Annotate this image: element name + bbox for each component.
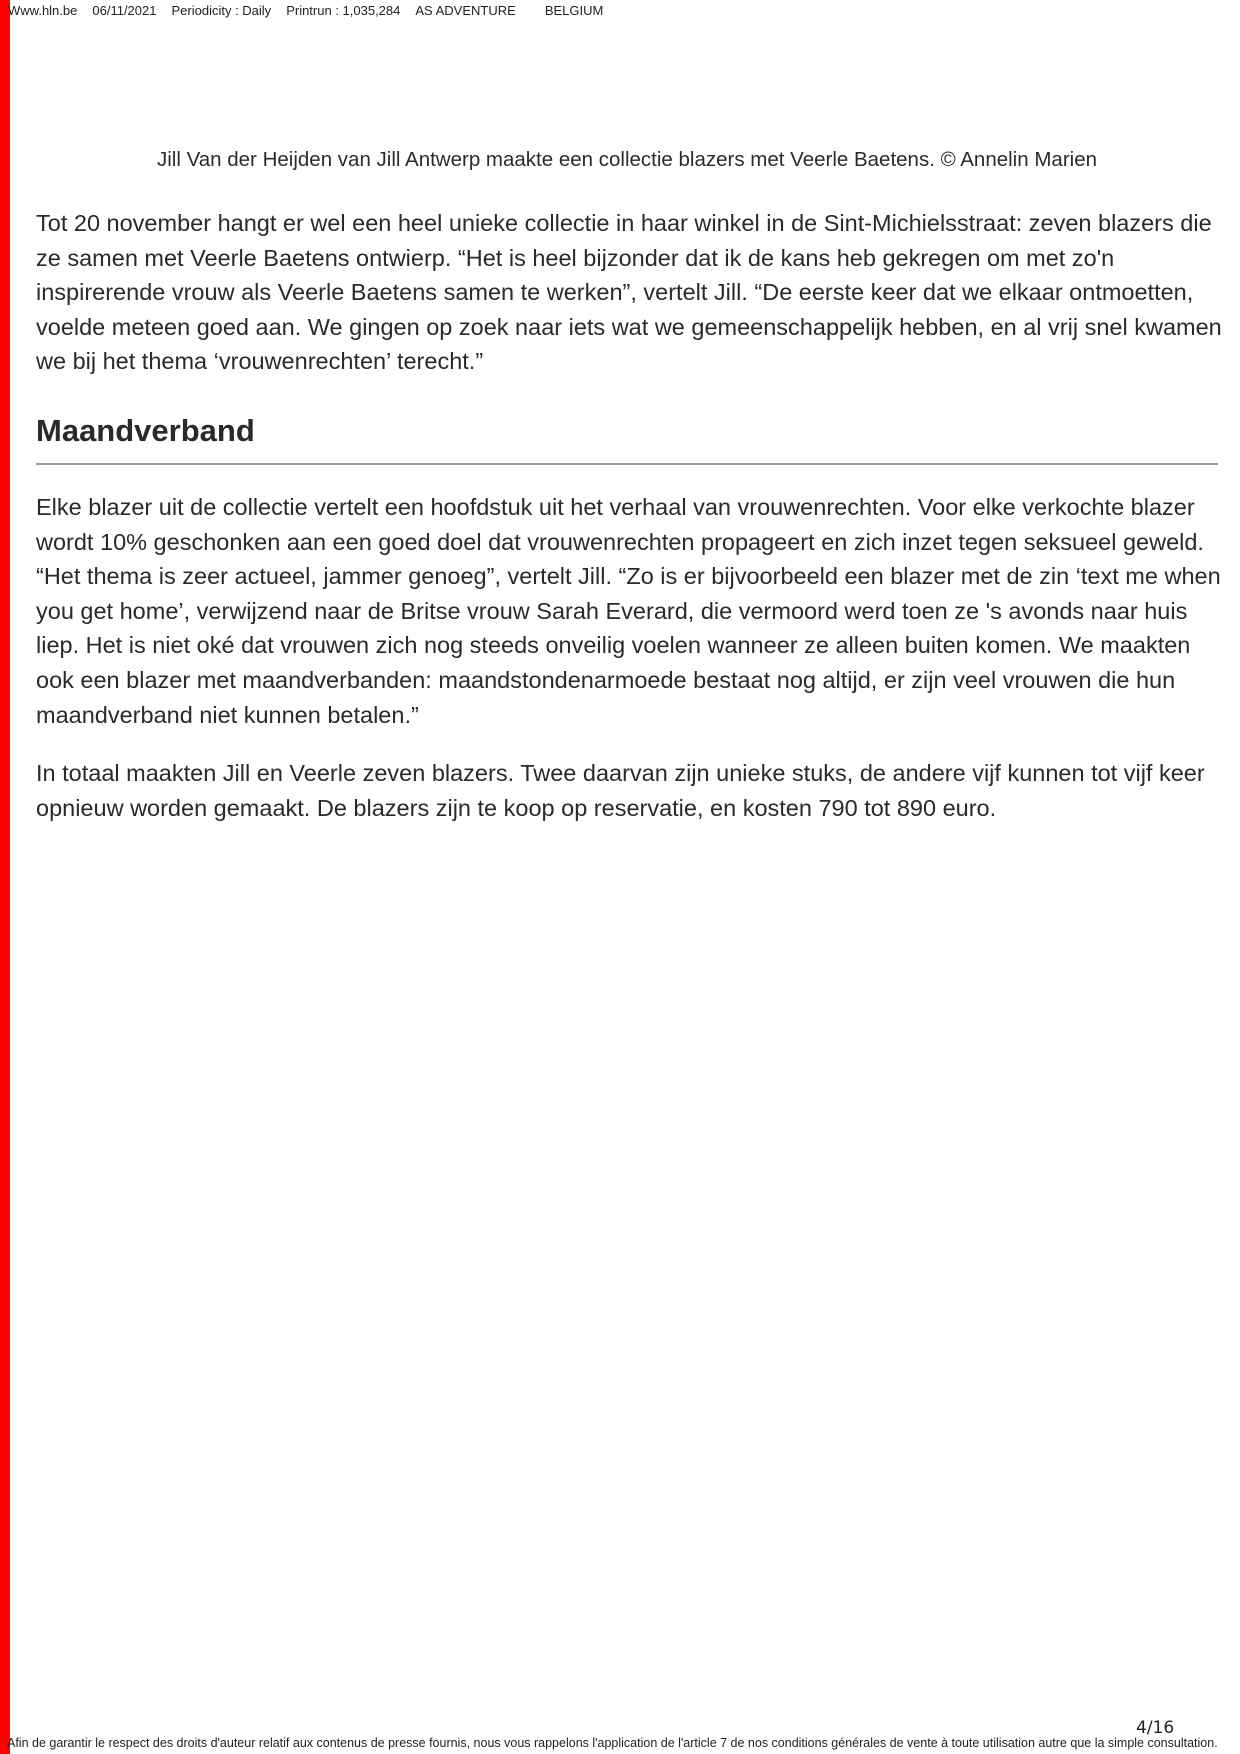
article-paragraph-1: Tot 20 november hangt er wel een heel unieke collectie in haar winkel in de Sint-Michielsstraat: zeven blazers die ze samen met Veerle Baetens ontwierp. “Het is heel bijzonder dat ik de kans heb gekregen om met zo'n inspirerende vrouw als Veerle Baetens samen te werken”, vertelt Jill. “De eerste keer dat we elkaar ontmoetten, voelde meteen goed aan. We gingen op zoek naar iets wat we gemeenschappelijk hebben, en al vrij snel kwamen we bij het thema ‘vrouwenrechten’ terecht.”	[36, 210, 1222, 375]
header-periodicity: Periodicity : Daily	[171, 3, 272, 18]
article-paragraph-2: Elke blazer uit de collectie vertelt een hoofdstuk uit het verhaal van vrouwenrechten. Voor elke verkochte blazer wordt 10% geschonken aan een goed doel dat vrouwenrechten propageert en zich inzet tegen seksueel geweld. “Het thema is zeer actueel, jammer genoeg”, vertelt Jill. “Zo is er bijvoorbeeld een blazer met de zin ‘text me when you get home’, verwijzend naar de Britse vrouw Sarah Everard, die vermoord werd toen ze 's avonds naar huis liep. Het is niet oké dat vrouwen zich nog steeds onveilig voelen wanneer ze alleen buiten komen. We maakten ook een blazer met maandverbanden: maandstondenarmoede bestaat nog altijd, er zijn veel vrouwen die hun maandverband niet kunnen betalen.”	[36, 493, 1221, 728]
header-site: Www.hln.be	[8, 3, 78, 18]
page-number: 4/16	[1136, 1718, 1175, 1738]
copyright-footer-note: Afin de garantir le respect des droits d'auteur relatif aux contenus de presse fournis, nous vous rappelons l'application de l'article 7 de nos conditions générales de vente à toute utilisation autre que la simple consultation.	[7, 1736, 1218, 1750]
article-body	[36, 206, 1226, 825]
header-printrun: Printrun : 1,035,284	[286, 3, 401, 18]
header-date: 06/11/2021	[92, 3, 157, 18]
photo-caption: Jill Van der Heijden van Jill Antwerp maakte een collectie blazers met Veerle Baetens. © Annelin Marien	[157, 148, 1097, 171]
article-paragraph-3: In totaal maakten Jill en Veerle zeven blazers. Twee daarvan zijn unieke stuks, de andere vijf kunnen tot vijf keer opnieuw worden gemaakt. De blazers zijn te koop op reservatie, en kosten 790 tot 890 euro.	[36, 760, 1205, 821]
header-client: AS ADVENTURE	[415, 3, 516, 18]
article-subheading: Maandverband	[36, 409, 1218, 465]
red-margin-bar	[0, 0, 10, 1754]
header-country: BELGIUM	[544, 3, 604, 18]
press-clipping-header	[8, 3, 618, 18]
